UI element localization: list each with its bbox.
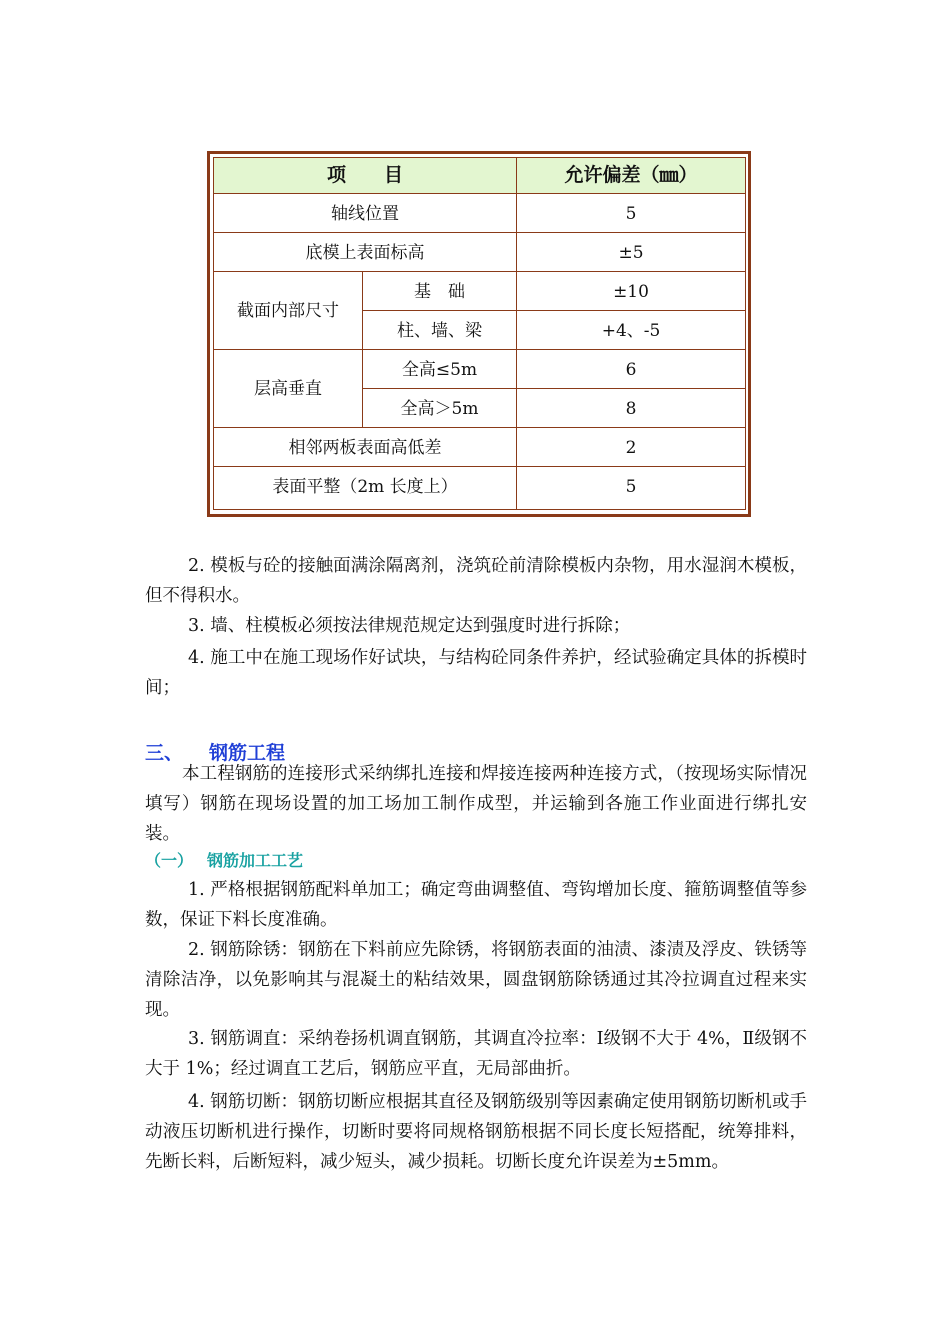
table-row <box>214 467 746 510</box>
row-value: ±10 <box>517 272 746 311</box>
subsection-number: （一） <box>145 851 194 870</box>
table-row <box>214 233 746 272</box>
row-value: +4、-5 <box>517 311 746 350</box>
section-number: 三、 <box>145 742 184 764</box>
row-sub-label: 全高≤5m <box>363 350 517 389</box>
row-value: 5 <box>517 467 746 510</box>
row-sub-label: 全高＞5m <box>363 389 517 428</box>
header-item: 项 目 <box>214 158 517 194</box>
paragraph-4: 4. 施工中在施工现场作好试块，与结构砼同条件养护，经试验确定具体的拆模时间； <box>145 648 807 698</box>
row-label: 相邻两板表面高低差 <box>214 428 517 467</box>
row-value: 5 <box>517 194 746 233</box>
row-label: 底模上表面标高 <box>214 233 517 272</box>
table-row <box>214 350 746 389</box>
header-tolerance: 允许偏差（㎜） <box>517 158 746 194</box>
step-4: 4. 钢筋切断：钢筋切断应根据其直径及钢筋级别等因素确定使用钢筋切断机或手动液压切断机进行操作，切断时要将同规格钢筋根据不同长度长短搭配，统筹排料，先断长料，后断短料，减少短头，减少损耗。切断长度允许误差为±5mm。 <box>145 1092 807 1172</box>
subsection-heading <box>145 848 303 871</box>
step-3: 3. 钢筋调直：采纳卷扬机调直钢筋，其调直冷拉率：Ⅰ级钢不大于 4%，Ⅱ级钢不大于 1%；经过调直工艺后，钢筋应平直，无局部曲折。 <box>145 1029 807 1079</box>
intro-paragraph: 本工程钢筋的连接形式采纳绑扎连接和焊接连接两种连接方式，（按现场实际情况填写）钢筋在现场设置的加工场加工制作成型，并运输到各施工作业面进行绑扎安装。 <box>145 764 807 844</box>
tolerance-table-frame <box>207 151 751 517</box>
step-1: 1. 严格根据钢筋配料单加工；确定弯曲调整值、弯钩增加长度、箍筋调整值等参数，保证下料长度准确。 <box>145 880 807 930</box>
row-value: 6 <box>517 350 746 389</box>
paragraph-3: 3. 墙、柱模板必须按法律规范规定达到强度时进行拆除； <box>188 616 631 636</box>
section-title: 钢筋工程 <box>209 742 286 764</box>
row-value: 8 <box>517 389 746 428</box>
paragraph-2: 2. 模板与砼的接触面满涂隔离剂，浇筑砼前清除模板内杂物，用水湿润木模板，但不得积水。 <box>145 556 807 606</box>
row-value: 2 <box>517 428 746 467</box>
table-row <box>214 272 746 311</box>
row-group-label: 层高垂直 <box>214 350 363 428</box>
row-label: 轴线位置 <box>214 194 517 233</box>
row-sub-label: 基 础 <box>363 272 517 311</box>
row-label: 表面平整（2m 长度上） <box>214 467 517 510</box>
tolerance-table <box>213 157 746 510</box>
step-2: 2. 钢筋除锈：钢筋在下料前应先除锈，将钢筋表面的油渍、漆渍及浮皮、铁锈等清除洁净，以免影响其与混凝土的粘结效果，圆盘钢筋除锈通过其冷拉调直过程来实现。 <box>145 940 807 1020</box>
row-value: ±5 <box>517 233 746 272</box>
table-row <box>214 428 746 467</box>
subsection-title: 钢筋加工工艺 <box>207 851 304 870</box>
row-group-label: 截面内部尺寸 <box>214 272 363 350</box>
table-header-row <box>214 158 746 194</box>
row-sub-label: 柱、墙、梁 <box>363 311 517 350</box>
table-row <box>214 194 746 233</box>
